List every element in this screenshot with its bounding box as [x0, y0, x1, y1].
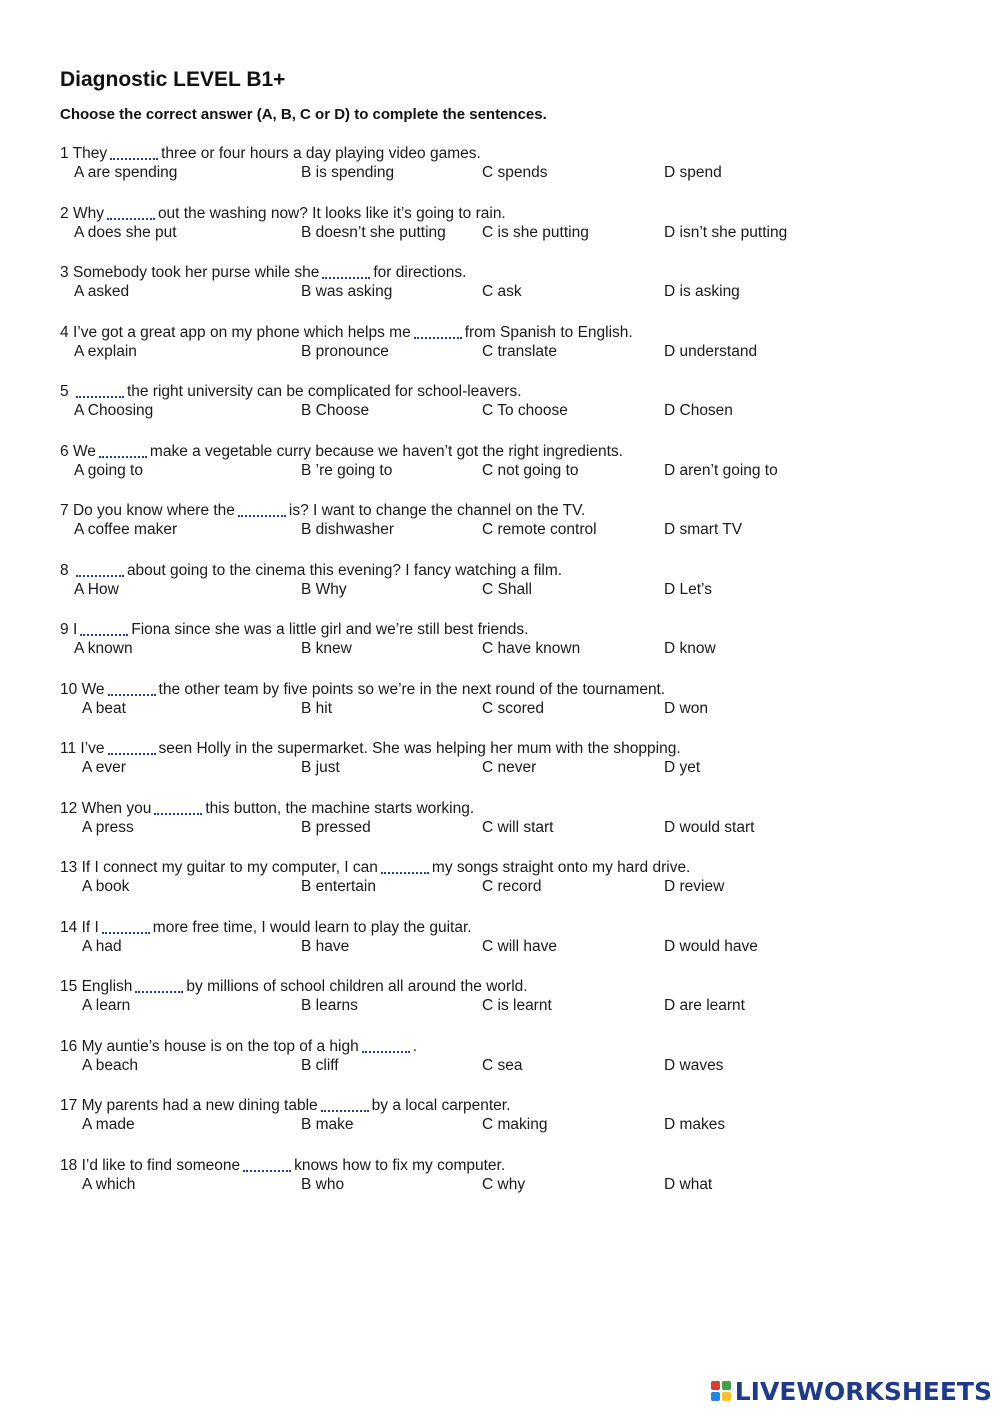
- question-stem: [60, 680, 960, 700]
- answer-options: [60, 164, 960, 186]
- answer-gap[interactable]: [381, 858, 429, 874]
- question-text-after: .: [412, 1037, 418, 1055]
- question-number: 10: [60, 680, 78, 698]
- option-a[interactable]: A press: [82, 818, 134, 836]
- question-number: 9: [60, 621, 69, 638]
- question-text-after: knows how to fix my computer.: [294, 1156, 506, 1174]
- question-number: 5: [60, 383, 69, 400]
- question-stem: [60, 561, 960, 581]
- option-b[interactable]: B just: [301, 759, 340, 776]
- answer-gap[interactable]: [108, 739, 156, 755]
- option-a[interactable]: A known: [74, 640, 133, 657]
- answer-gap[interactable]: [80, 620, 128, 636]
- answer-options: [60, 581, 960, 603]
- question-stem: [60, 799, 960, 819]
- question-text-before: We: [81, 680, 105, 698]
- question-stem: [60, 323, 960, 343]
- question-stem: [60, 1037, 960, 1057]
- question-text-after: is? I want to change the channel on the TV.: [288, 502, 586, 519]
- question-text-before: They: [72, 145, 108, 162]
- question-number: 8: [60, 561, 69, 579]
- option-a[interactable]: A does she put: [74, 223, 177, 241]
- option-a[interactable]: A learn: [82, 997, 131, 1014]
- question-item: [60, 680, 960, 740]
- question-text-before: I’d like to find someone: [81, 1156, 241, 1174]
- option-c[interactable]: C sea: [482, 1056, 523, 1074]
- option-d[interactable]: D Chosen: [664, 402, 733, 419]
- option-c[interactable]: C is she putting: [482, 223, 589, 241]
- question-item: [60, 144, 960, 204]
- answer-options: [60, 1116, 960, 1138]
- option-b[interactable]: B pressed: [301, 818, 371, 836]
- question-text-before: My auntie’s house is on the top of a high: [81, 1037, 359, 1055]
- liveworksheets-logo: [711, 1377, 992, 1405]
- question-number: 17: [60, 1097, 78, 1114]
- option-a[interactable]: A coffee maker: [74, 521, 178, 538]
- option-c[interactable]: C spends: [482, 164, 548, 181]
- option-c[interactable]: C not going to: [482, 461, 579, 479]
- question-text-after: the other team by five points so we’re in the next round of the tournament.: [158, 680, 666, 698]
- question-text-before: I’ve got a great app on my phone which helps me: [72, 323, 411, 341]
- answer-gap[interactable]: [99, 442, 147, 458]
- question-number: 7: [60, 502, 69, 519]
- option-d[interactable]: D waves: [664, 1056, 724, 1074]
- answer-gap[interactable]: [321, 1096, 369, 1112]
- answer-options: [60, 224, 960, 246]
- option-c[interactable]: C is learnt: [482, 997, 552, 1014]
- question-item: [60, 263, 960, 323]
- question-text-after: more free time, I would learn to play the guitar.: [152, 918, 472, 936]
- option-d[interactable]: D smart TV: [664, 521, 743, 538]
- option-b[interactable]: B who: [301, 1175, 345, 1193]
- option-a[interactable]: A made: [82, 1116, 135, 1133]
- option-a[interactable]: A Choosing: [74, 402, 154, 419]
- question-text-after: by a local carpenter.: [371, 1097, 511, 1114]
- question-text-after: three or four hours a day playing video games.: [161, 145, 481, 162]
- question-text-before: My parents had a new dining table: [81, 1097, 318, 1114]
- question-stem: [60, 918, 960, 938]
- question-item: [60, 918, 960, 978]
- answer-options: [60, 402, 960, 424]
- option-c[interactable]: C will start: [482, 818, 554, 836]
- option-a[interactable]: A had: [82, 937, 122, 955]
- question-text-before: We: [72, 442, 96, 460]
- option-d[interactable]: D won: [664, 699, 708, 717]
- answer-options: [60, 462, 960, 484]
- answer-gap[interactable]: [76, 382, 124, 398]
- question-stem: [60, 144, 960, 164]
- option-b[interactable]: B is spending: [301, 164, 395, 181]
- question-number: 4: [60, 323, 69, 341]
- option-c[interactable]: C scored: [482, 699, 545, 717]
- option-a[interactable]: A beach: [82, 1056, 139, 1074]
- question-text-after: out the washing now? It looks like it’s going to rain.: [157, 204, 506, 222]
- option-a[interactable]: A beat: [82, 699, 126, 717]
- question-stem: [60, 620, 960, 640]
- option-a[interactable]: A are spending: [74, 164, 178, 181]
- option-d[interactable]: D isn’t she putting: [664, 223, 788, 241]
- question-stem: [60, 739, 960, 759]
- question-number: 3: [60, 264, 69, 281]
- logo-tile: [722, 1381, 731, 1390]
- option-c[interactable]: C remote control: [482, 521, 597, 538]
- answer-gap[interactable]: [362, 1037, 410, 1053]
- option-b[interactable]: B hit: [301, 699, 333, 717]
- question-text-after: this button, the machine starts working.: [205, 799, 475, 817]
- option-d[interactable]: D aren’t going to: [664, 461, 778, 479]
- answer-gap[interactable]: [238, 501, 286, 517]
- option-c[interactable]: C making: [482, 1116, 548, 1133]
- question-text-after: Fiona since she was a little girl and we’re still best friends.: [131, 621, 529, 638]
- option-c[interactable]: C never: [482, 759, 537, 776]
- option-d[interactable]: D review: [664, 878, 725, 895]
- answer-options: [60, 700, 960, 722]
- question-number: 12: [60, 799, 78, 817]
- question-text-after: make a vegetable curry because we haven’t got the right ingredients.: [149, 442, 623, 460]
- option-d[interactable]: D know: [664, 640, 716, 657]
- logo-tiles-icon: [711, 1381, 731, 1401]
- question-text-after: from Spanish to English.: [464, 323, 633, 341]
- option-a[interactable]: A going to: [74, 461, 143, 479]
- answer-options: [60, 819, 960, 841]
- option-c[interactable]: C record: [482, 878, 542, 895]
- question-text-after: about going to the cinema this evening? I fancy watching a film.: [126, 561, 563, 579]
- option-b[interactable]: B make: [301, 1116, 354, 1133]
- option-b[interactable]: B learns: [301, 997, 358, 1014]
- question-number: 1: [60, 145, 69, 162]
- question-text-before: When you: [81, 799, 152, 817]
- question-stem: [60, 263, 960, 283]
- question-text-after: seen Holly in the supermarket. She was helping her mum with the shopping.: [158, 740, 681, 757]
- question-item: [60, 1037, 960, 1097]
- question-text-before: If I: [81, 918, 99, 936]
- option-d[interactable]: D yet: [664, 759, 701, 776]
- option-b[interactable]: B entertain: [301, 878, 376, 895]
- question-item: [60, 620, 960, 680]
- answer-gap[interactable]: [135, 977, 183, 993]
- option-b[interactable]: B cliff: [301, 1056, 339, 1074]
- option-c[interactable]: C will have: [482, 937, 557, 955]
- answer-options: [60, 1176, 960, 1198]
- question-number: 14: [60, 918, 78, 936]
- question-text-before: Do you know where the: [72, 502, 235, 519]
- question-stem: [60, 442, 960, 462]
- answer-options: [60, 878, 960, 900]
- option-c[interactable]: C To choose: [482, 402, 568, 419]
- logo-tile: [722, 1392, 731, 1401]
- option-a[interactable]: A book: [82, 878, 130, 895]
- question-item: [60, 977, 960, 1037]
- option-b[interactable]: B dishwasher: [301, 521, 395, 538]
- answer-options: [60, 283, 960, 305]
- question-number: 16: [60, 1037, 78, 1055]
- question-text-after: the right university can be complicated for school-leavers.: [126, 383, 522, 400]
- option-b[interactable]: B knew: [301, 640, 352, 657]
- option-d[interactable]: D Let’s: [664, 580, 712, 598]
- answer-gap[interactable]: [76, 561, 124, 577]
- question-number: 18: [60, 1156, 78, 1174]
- option-a[interactable]: A which: [82, 1175, 136, 1193]
- worksheet-title: Diagnostic LEVEL B1+: [60, 68, 286, 91]
- option-a[interactable]: A asked: [74, 283, 130, 300]
- question-item: [60, 858, 960, 918]
- answer-options: [60, 759, 960, 781]
- option-d[interactable]: D are learnt: [664, 997, 745, 1014]
- option-c[interactable]: C Shall: [482, 580, 532, 598]
- question-item: [60, 1156, 960, 1216]
- question-item: [60, 382, 960, 442]
- option-b[interactable]: B ’re going to: [301, 461, 393, 479]
- question-item: [60, 1096, 960, 1156]
- question-text-before: English: [81, 978, 133, 995]
- option-c[interactable]: C ask: [482, 283, 522, 300]
- question-stem: [60, 1096, 960, 1116]
- option-b[interactable]: B was asking: [301, 283, 393, 300]
- option-a[interactable]: A How: [74, 580, 119, 598]
- option-d[interactable]: D what: [664, 1175, 713, 1193]
- question-list: [60, 144, 960, 1215]
- option-a[interactable]: A explain: [74, 342, 137, 360]
- question-number: 11: [60, 740, 77, 757]
- option-d[interactable]: D would start: [664, 818, 755, 836]
- question-item: [60, 442, 960, 502]
- question-item: [60, 501, 960, 561]
- question-item: [60, 799, 960, 859]
- option-b[interactable]: B Choose: [301, 402, 370, 419]
- question-item: [60, 561, 960, 621]
- question-text-before: I’ve: [80, 740, 105, 757]
- answer-options: [60, 521, 960, 543]
- answer-options: [60, 997, 960, 1019]
- question-number: 13: [60, 859, 78, 876]
- answer-gap[interactable]: [322, 263, 370, 279]
- question-text-after: for directions.: [373, 264, 467, 281]
- option-d[interactable]: D understand: [664, 342, 758, 360]
- instructions: Choose the correct answer (A, B, C or D) to complete the sentences.: [60, 106, 547, 123]
- answer-gap[interactable]: [107, 204, 155, 220]
- question-item: [60, 739, 960, 799]
- logo-text: LIVEWORKSHEETS: [734, 1376, 992, 1406]
- question-text-after: by millions of school children all around the world.: [186, 978, 528, 995]
- question-stem: [60, 858, 960, 878]
- answer-gap[interactable]: [154, 799, 202, 815]
- question-item: [60, 204, 960, 264]
- option-d[interactable]: D spend: [664, 164, 722, 181]
- question-text-before: Why: [72, 204, 104, 222]
- answer-options: [60, 343, 960, 365]
- answer-gap[interactable]: [102, 918, 150, 934]
- answer-gap[interactable]: [414, 323, 462, 339]
- question-number: 2: [60, 204, 69, 222]
- question-number: 6: [60, 442, 69, 460]
- option-b[interactable]: B have: [301, 937, 350, 955]
- question-stem: [60, 501, 960, 521]
- answer-gap[interactable]: [108, 680, 156, 696]
- question-stem: [60, 382, 960, 402]
- question-stem: [60, 1156, 960, 1176]
- question-text-after: my songs straight onto my hard drive.: [431, 859, 691, 876]
- answer-options: [60, 640, 960, 662]
- option-a[interactable]: A ever: [82, 759, 126, 776]
- option-b[interactable]: B Why: [301, 580, 347, 598]
- answer-gap[interactable]: [243, 1156, 291, 1172]
- answer-gap[interactable]: [110, 144, 158, 160]
- option-b[interactable]: B doesn’t she putting: [301, 223, 446, 241]
- question-item: [60, 323, 960, 383]
- answer-options: [60, 938, 960, 960]
- question-text-before: I: [72, 621, 78, 638]
- option-b[interactable]: B pronounce: [301, 342, 389, 360]
- answer-options: [60, 1057, 960, 1079]
- logo-tile: [711, 1381, 720, 1390]
- option-c[interactable]: C have known: [482, 640, 581, 657]
- question-text-before: Somebody took her purse while she: [72, 264, 320, 281]
- question-stem: [60, 204, 960, 224]
- logo-tile: [711, 1392, 720, 1401]
- question-stem: [60, 977, 960, 997]
- option-d[interactable]: D would have: [664, 937, 758, 955]
- option-c[interactable]: C why: [482, 1175, 526, 1193]
- option-d[interactable]: D is asking: [664, 283, 740, 300]
- question-number: 15: [60, 978, 78, 995]
- option-d[interactable]: D makes: [664, 1116, 726, 1133]
- question-text-before: If I connect my guitar to my computer, I can: [81, 859, 378, 876]
- option-c[interactable]: C translate: [482, 342, 557, 360]
